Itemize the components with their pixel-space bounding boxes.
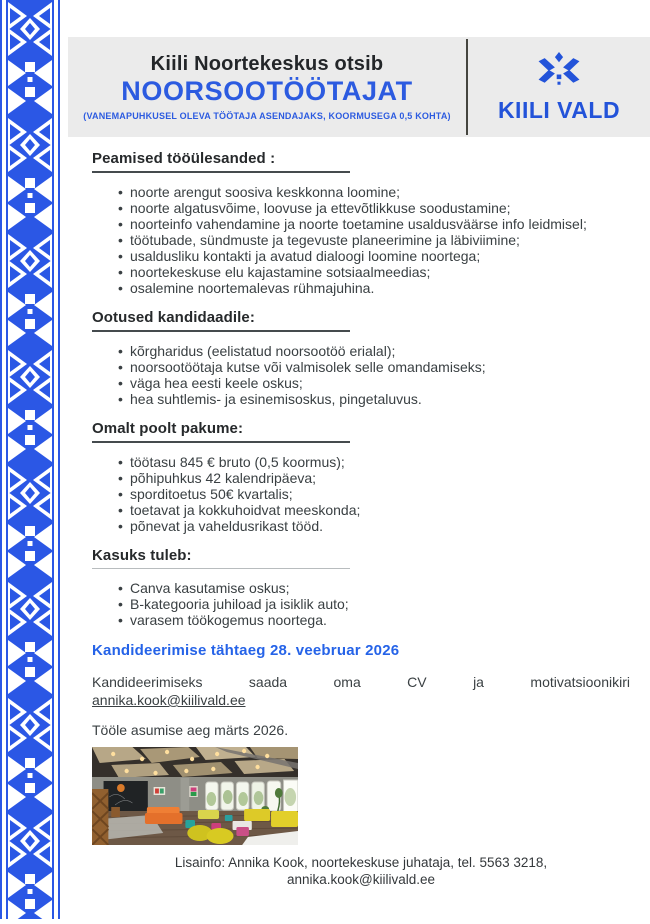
bullet-item: • osalemine noortemalevas rühmajuhina.	[118, 280, 630, 296]
page-title: NOORSOOTÖÖTAJAT	[121, 76, 413, 107]
bullet-item: • noorsootöötaja kutse või valmisolek selle omandamiseks;	[118, 359, 630, 375]
bullet-list	[92, 580, 630, 628]
bullet-item: • põnevat ja vaheldusrikast tööd.	[118, 518, 630, 534]
apply-instructions: Kandideerimiseks saada oma CV ja motivatsioonikiri	[92, 674, 630, 690]
section-heading: Peamised tööülesanded :	[92, 150, 350, 173]
bullet-item: • Canva kasutamise oskus;	[118, 580, 630, 596]
application-deadline: Kandideerimise tähtaeg 28. veebruar 2026	[92, 642, 400, 659]
content-section	[92, 150, 630, 296]
bullet-item: • B-kategooria juhiload ja isiklik auto;	[118, 596, 630, 612]
footer-line1: Lisainfo: Annika Kook, noortekeskuse juhataja, tel. 5563 3218,	[174, 855, 548, 870]
bullet-item: • usaldusliku kontakti ja avatud dialoogi loomine noortega;	[118, 248, 630, 264]
main-content	[60, 150, 650, 888]
bullet-item: • noorteinfo vahendamine ja noorte toetamine usaldusväärse info leidmisel;	[118, 216, 630, 232]
footer-contact	[92, 854, 630, 888]
dragonfly-logo-icon	[521, 51, 597, 97]
bullet-item: • põhipuhkus 42 kalendripäeva;	[118, 470, 630, 486]
bullet-item: • hea suhtlemis- ja esinemisoskus, pingetaluvus.	[118, 391, 630, 407]
folk-pattern-border	[0, 0, 60, 919]
bullet-item: • noorte arengut soosiva keskkonna loomine;	[118, 184, 630, 200]
bullet-item: • varasem töökogemus noortega.	[118, 612, 630, 628]
content-section	[92, 547, 630, 628]
sections	[92, 150, 630, 628]
apply-paragraph	[92, 673, 630, 709]
bullet-item: • noorte algatusvõime, loovuse ja ettevõtlikkuse soodustamine;	[118, 200, 630, 216]
header	[68, 37, 650, 137]
kiili-vald-logo-text: KIILI VALD	[497, 96, 621, 123]
bullet-item: • sporditoetus 50€ kvartalis;	[118, 486, 630, 502]
section-heading: Kasuks tuleb:	[92, 547, 350, 569]
youth-center-photo	[92, 747, 298, 845]
footer-email: annika.kook@kiilivald.ee	[286, 872, 436, 887]
content-section	[92, 420, 630, 534]
bullet-item: • väga hea eesti keele oskus;	[118, 375, 630, 391]
bullet-item: • toetavat ja kokkuhoidvat meeskonda;	[118, 502, 630, 518]
start-date: Tööle asumise aeg märts 2026.	[92, 722, 289, 738]
poster-page	[60, 0, 650, 919]
bullet-list	[92, 343, 630, 407]
bullet-item: • töötubade, sündmuste ja tegevuste planeerimine ja läbiviimine;	[118, 232, 630, 248]
bullet-list	[92, 184, 630, 296]
page-subtitle: (VANEMAPUHKUSEL OLEVA TÖÖTAJA ASENDAJAKS, KOORMUSEGA 0,5 KOHTA)	[83, 110, 451, 121]
bullet-list	[92, 454, 630, 534]
bullet-item: • kõrgharidus (eelistatud noorsootöö erialal);	[118, 343, 630, 359]
page-supertitle: Kiili Noortekeskus otsib	[150, 53, 384, 76]
logo-block	[468, 37, 650, 137]
header-titles	[68, 37, 466, 137]
section-heading: Ootused kandidaadile:	[92, 309, 350, 332]
bullet-item: • töötasu 845 € bruto (0,5 koormus);	[118, 454, 630, 470]
apply-email-link[interactable]: annika.kook@kiilivald.ee	[92, 692, 246, 708]
bullet-item: • noortekeskuse elu kajastamine sotsiaalmeedias;	[118, 264, 630, 280]
content-section	[92, 309, 630, 407]
section-heading: Omalt poolt pakume:	[92, 420, 350, 443]
